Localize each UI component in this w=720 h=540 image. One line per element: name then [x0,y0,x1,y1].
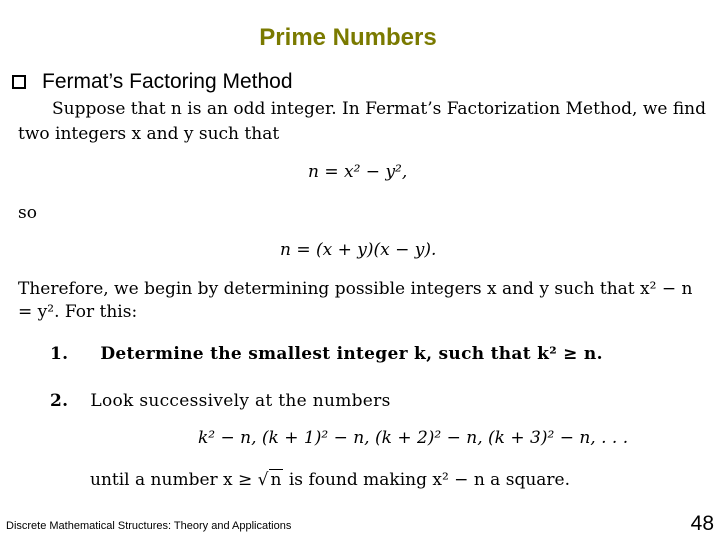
step-2 [50,391,391,411]
paragraph-1-line-1: Suppose that n is an odd integer. In Fermat’s Factorization Method, we find [52,99,707,119]
bullet-heading-text: Fermat’s Factoring Method [42,70,293,93]
equation-factored-form: n = (x + y)(x − y). [280,240,437,260]
step-2-number: 2. [50,391,69,411]
paragraph-1-line-2: two integers x and y such that [18,124,280,144]
sqrt-radicand: n [270,470,282,490]
equation-sequence: k² − n, (k + 1)² − n, (k + 2)² − n, (k + 3)² − n, . . . [198,428,629,448]
step-2-text: Look successively at the numbers [90,391,391,411]
footer-text: Discrete Mathematical Structures: Theory and Applications [6,520,292,532]
equation-difference-of-squares: n = x² − y², [308,162,408,182]
until-text-before: until a number x ≥ √ [90,470,269,490]
paragraph-2-line-1: Therefore, we begin by determining possible integers x and y such that x² − n [18,279,693,299]
bullet-heading [8,70,293,94]
until-text-after: is found making x² − n a square. [283,470,571,490]
paragraph-2-line-2: = y². For this: [18,302,138,322]
connector-so: so [18,203,37,223]
step-1 [50,344,603,364]
step-1-number: 1. [50,344,69,364]
square-bullet-icon [12,75,26,89]
page-number: 48 [690,512,714,535]
slide-title: Prime Numbers [259,24,437,51]
until-statement [90,469,570,490]
step-1-text: Determine the smallest integer k, such that k² ≥ n. [100,344,603,364]
